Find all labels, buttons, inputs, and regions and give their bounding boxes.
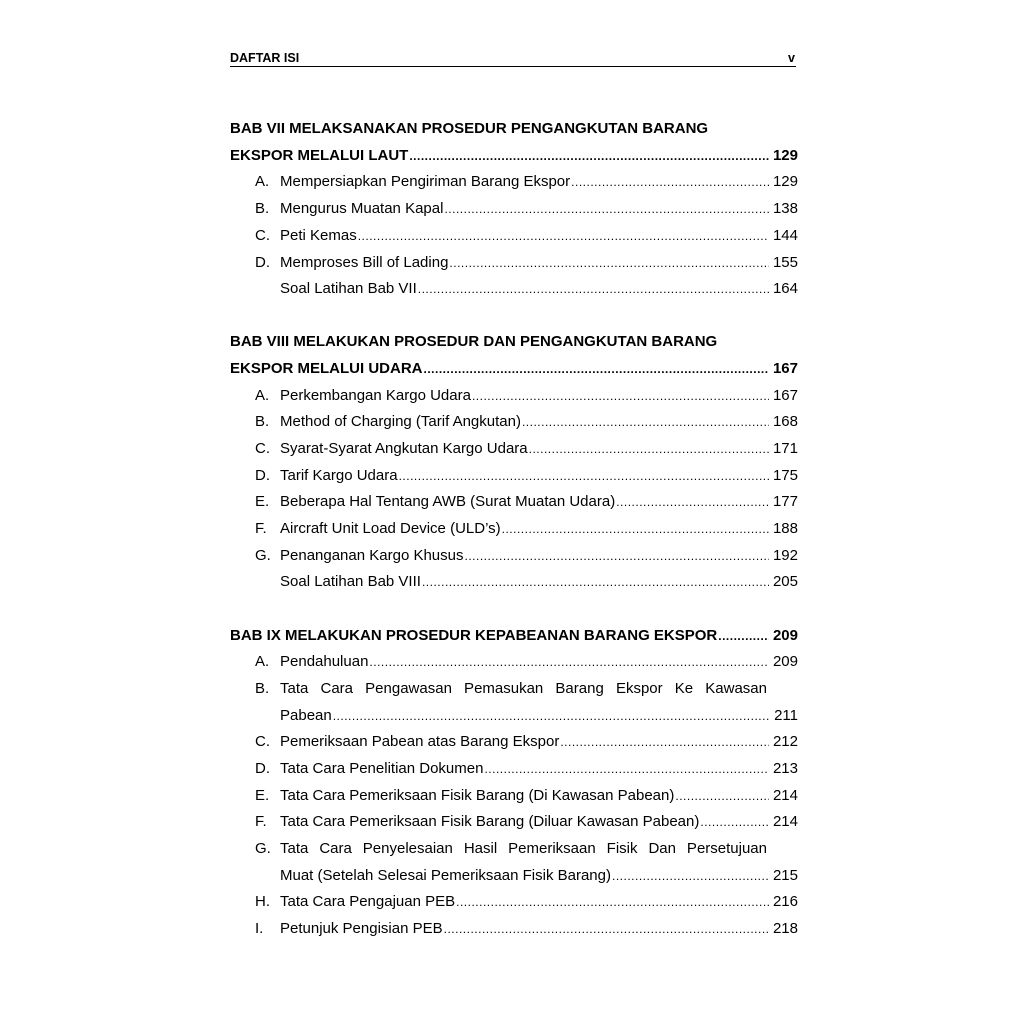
toc-entry-page: 171 [772,440,798,457]
dot-leader [449,253,769,273]
toc-letter: A. [255,387,270,404]
bab7-title-line1: BAB VII MELAKSANAKAN PROSEDUR PENGANGKUTAN BARANG [230,120,709,137]
toc-entry-text: Soal Latihan Bab VII [280,280,417,297]
toc-entry-page: 129 [772,173,798,190]
toc-entry-page: 164 [772,280,798,297]
toc-entry[interactable] [280,892,798,912]
toc-letter: E. [255,493,270,510]
bab7-title-line2: EKSPOR MELALUI LAUT [230,147,409,164]
toc-entry-text: Pendahuluan [280,653,369,670]
bab8-title-entry[interactable] [230,359,798,379]
toc-letter: B. [255,680,270,697]
dot-leader [700,812,769,832]
toc-entry[interactable] [280,519,798,539]
toc-entry-text: Mempersiapkan Pengiriman Barang Ekspor [280,173,571,190]
bab9-page: 209 [772,627,798,644]
dot-leader [484,759,769,779]
toc-entry-text: Muat (Setelah Selesai Pemeriksaan Fisik Barang) [280,867,611,884]
toc-letter: C. [255,733,270,750]
toc-entry-text: Pemeriksaan Pabean atas Barang Ekspor [280,733,560,750]
toc-entry-page: 214 [772,813,798,830]
toc-entry[interactable] [280,546,798,566]
toc-entry[interactable] [280,652,798,672]
bab8-title-line2: EKSPOR MELALUI UDARA [230,360,423,377]
toc-entry-text: Soal Latihan Bab VIII [280,573,421,590]
bab8-page: 167 [772,360,798,377]
toc-entry-text-line1: Tata Cara Pengawasan Pemasukan Barang Ekspor Ke Kawasan [280,680,767,697]
toc-entry[interactable] [280,253,798,273]
toc-entry[interactable] [280,386,798,406]
toc-entry[interactable] [280,732,798,752]
toc-entry-page: 192 [772,547,798,564]
dot-leader [333,706,770,726]
toc-letter: C. [255,440,270,457]
bab8-title-line1: BAB VIII MELAKUKAN PROSEDUR DAN PENGANGKUTAN BARANG [230,333,718,350]
dot-leader [718,626,769,646]
toc-letter: A. [255,173,270,190]
toc-entry[interactable] [280,439,798,459]
dot-leader [571,172,769,192]
toc-entry-text: Tata Cara Pengajuan PEB [280,893,456,910]
toc-entry-page: 138 [772,200,798,217]
dot-leader [409,146,769,166]
toc-letter: F. [255,813,267,830]
toc-entry-text: Perkembangan Kargo Udara [280,387,471,404]
toc-letter: H. [255,893,270,910]
toc-entry[interactable] [280,466,798,486]
toc-letter: G. [255,840,271,857]
toc-entry-page: 218 [772,920,798,937]
toc-entry-page: 216 [772,893,798,910]
toc-entry-text: Method of Charging (Tarif Angkutan) [280,413,521,430]
toc-letter: A. [255,653,270,670]
toc-letter: D. [255,467,270,484]
toc-entry-text: Pabean [280,707,332,724]
toc-letter: B. [255,413,270,430]
toc-entry-exercise[interactable] [280,572,798,592]
toc-entry-text: Beberapa Hal Tentang AWB (Surat Muatan Udara) [280,493,616,510]
bab7-title-entry[interactable] [230,146,798,166]
toc-entry-text: Syarat-Syarat Angkutan Kargo Udara [280,440,528,457]
toc-entry[interactable] [280,866,798,886]
toc-entry-page: 167 [772,387,798,404]
toc-entry[interactable] [280,706,798,726]
dot-leader [369,652,769,672]
toc-entry-page: 209 [772,653,798,670]
toc-letter: G. [255,547,271,564]
dot-leader [424,359,769,379]
dot-leader [522,412,769,432]
toc-letter: B. [255,200,270,217]
toc-entry-page: 177 [772,493,798,510]
toc-entry-text: Petunjuk Pengisian PEB [280,920,443,937]
dot-leader [616,492,769,512]
running-header [230,51,796,67]
dot-leader [444,919,769,939]
toc-entry[interactable] [280,786,798,806]
toc-entry-text: Tarif Kargo Udara [280,467,398,484]
toc-letter: C. [255,227,270,244]
toc-entry-text: Aircraft Unit Load Device (ULD’s) [280,520,501,537]
bab9-title-entry[interactable] [230,626,798,646]
toc-entry[interactable] [280,919,798,939]
toc-entry-page: 168 [772,413,798,430]
toc-entry-text: Tata Cara Pemeriksaan Fisik Barang (Diluar Kawasan Pabean) [280,813,700,830]
toc-entry[interactable] [280,492,798,512]
bab9-title: BAB IX MELAKUKAN PROSEDUR KEPABEANAN BARANG EKSPOR [230,627,718,644]
toc-entry-text: Tata Cara Pemeriksaan Fisik Barang (Di Kawasan Pabean) [280,787,675,804]
dot-leader [612,866,769,886]
dot-leader [418,279,769,299]
toc-entry-text: Mengurus Muatan Kapal [280,200,444,217]
toc-entry-page: 188 [772,520,798,537]
header-title: DAFTAR ISI [230,51,300,65]
dot-leader [456,892,769,912]
toc-entry-page: 175 [772,467,798,484]
dot-leader [502,519,769,539]
toc-entry-text: Memproses Bill of Lading [280,254,449,271]
toc-entry-page: 213 [772,760,798,777]
dot-leader [399,466,769,486]
toc-entry[interactable] [280,172,798,192]
toc-entry-page: 212 [772,733,798,750]
toc-letter: I. [255,920,264,937]
toc-entry-page: 214 [772,787,798,804]
toc-entry-page: 205 [772,573,798,590]
dot-leader [529,439,769,459]
toc-entry[interactable] [280,226,798,246]
toc-letter: D. [255,760,270,777]
toc-letter: F. [255,520,267,537]
toc-entry-text: Peti Kemas [280,227,357,244]
dot-leader [472,386,769,406]
header-page-number: v [788,51,795,65]
toc-entry-page: 144 [772,227,798,244]
dot-leader [422,572,769,592]
toc-entry-text-line1: Tata Cara Penyelesaian Hasil Pemeriksaan Fisik Dan Persetujuan [280,840,767,857]
toc-entry-text: Penanganan Kargo Khusus [280,547,464,564]
dot-leader [358,226,769,246]
toc-entry-text: Tata Cara Penelitian Dokumen [280,760,484,777]
toc-entry-page: 215 [772,867,798,884]
dot-leader [464,546,768,566]
toc-entry[interactable] [280,412,798,432]
dot-leader [560,732,769,752]
toc-entry[interactable] [280,812,798,832]
toc-entry-page: 211 [774,707,798,724]
toc-entry-page: 155 [772,254,798,271]
toc-entry[interactable] [280,199,798,219]
toc-entry[interactable] [280,759,798,779]
toc-letter: D. [255,254,270,271]
bab7-page: 129 [772,147,798,164]
dot-leader [444,199,769,219]
toc-letter: E. [255,787,270,804]
dot-leader [675,786,769,806]
toc-entry-exercise[interactable] [280,279,798,299]
